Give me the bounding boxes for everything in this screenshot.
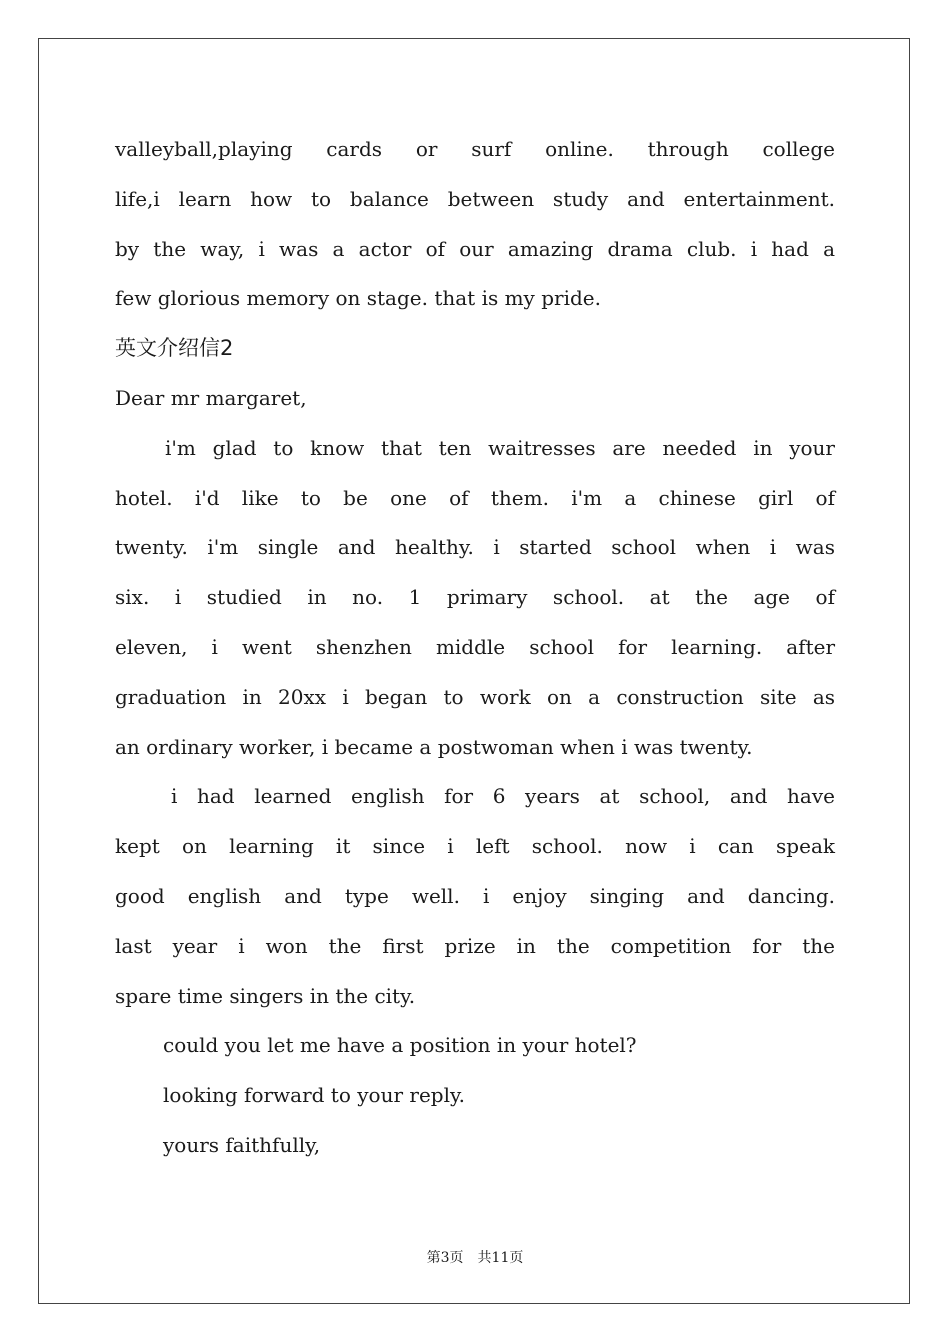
paragraph-line: hotel. i'd like to be one of them. i'm a chinese girl of xyxy=(115,485,835,510)
paragraph-line: kept on learning it since i left school. now i can speak xyxy=(115,834,835,859)
paragraph-line: six. i studied in no. 1 primary school. at the age of xyxy=(115,585,835,610)
paragraph-line: i'm glad to know that ten waitresses are needed in your xyxy=(165,435,835,460)
paragraph-line: last year i won the first prize in the competition for the xyxy=(115,933,835,958)
text-line: valleyball,playing cards or surf online. through college xyxy=(115,137,835,161)
paragraph-line: an ordinary worker, i became a postwoman when i was twenty. xyxy=(115,734,753,759)
paragraph-line: i had learned english for 6 years at school, and have xyxy=(171,784,835,809)
signoff-line: yours faithfully, xyxy=(163,1132,321,1157)
request-line: could you let me have a position in your hotel? xyxy=(163,1033,637,1058)
text-line: by the way, i was a actor of our amazing drama club. i had a xyxy=(115,236,835,261)
paragraph-line: eleven, i went shenzhen middle school for learning. after xyxy=(115,634,835,659)
text-line: few glorious memory on stage. that is my pride. xyxy=(115,286,601,311)
salutation: Dear mr margaret, xyxy=(115,385,307,410)
closing-line: looking forward to your reply. xyxy=(163,1083,465,1108)
page-number: 第3页 xyxy=(426,1250,464,1266)
section-heading: 英文介绍信2 xyxy=(115,336,234,361)
paragraph-line: graduation in 20xx i began to work on a construction site as xyxy=(115,684,835,709)
page-footer xyxy=(0,1247,950,1267)
text-line: life,i learn how to balance between study and entertainment. xyxy=(115,186,835,211)
letter-body xyxy=(115,125,835,1171)
paragraph-line: good english and type well. i enjoy singing and dancing. xyxy=(115,883,835,908)
paragraph-line: spare time singers in the city. xyxy=(115,983,416,1008)
page-total: 共11页 xyxy=(477,1250,524,1266)
paragraph-line: twenty. i'm single and healthy. i started school when i was xyxy=(115,535,835,560)
